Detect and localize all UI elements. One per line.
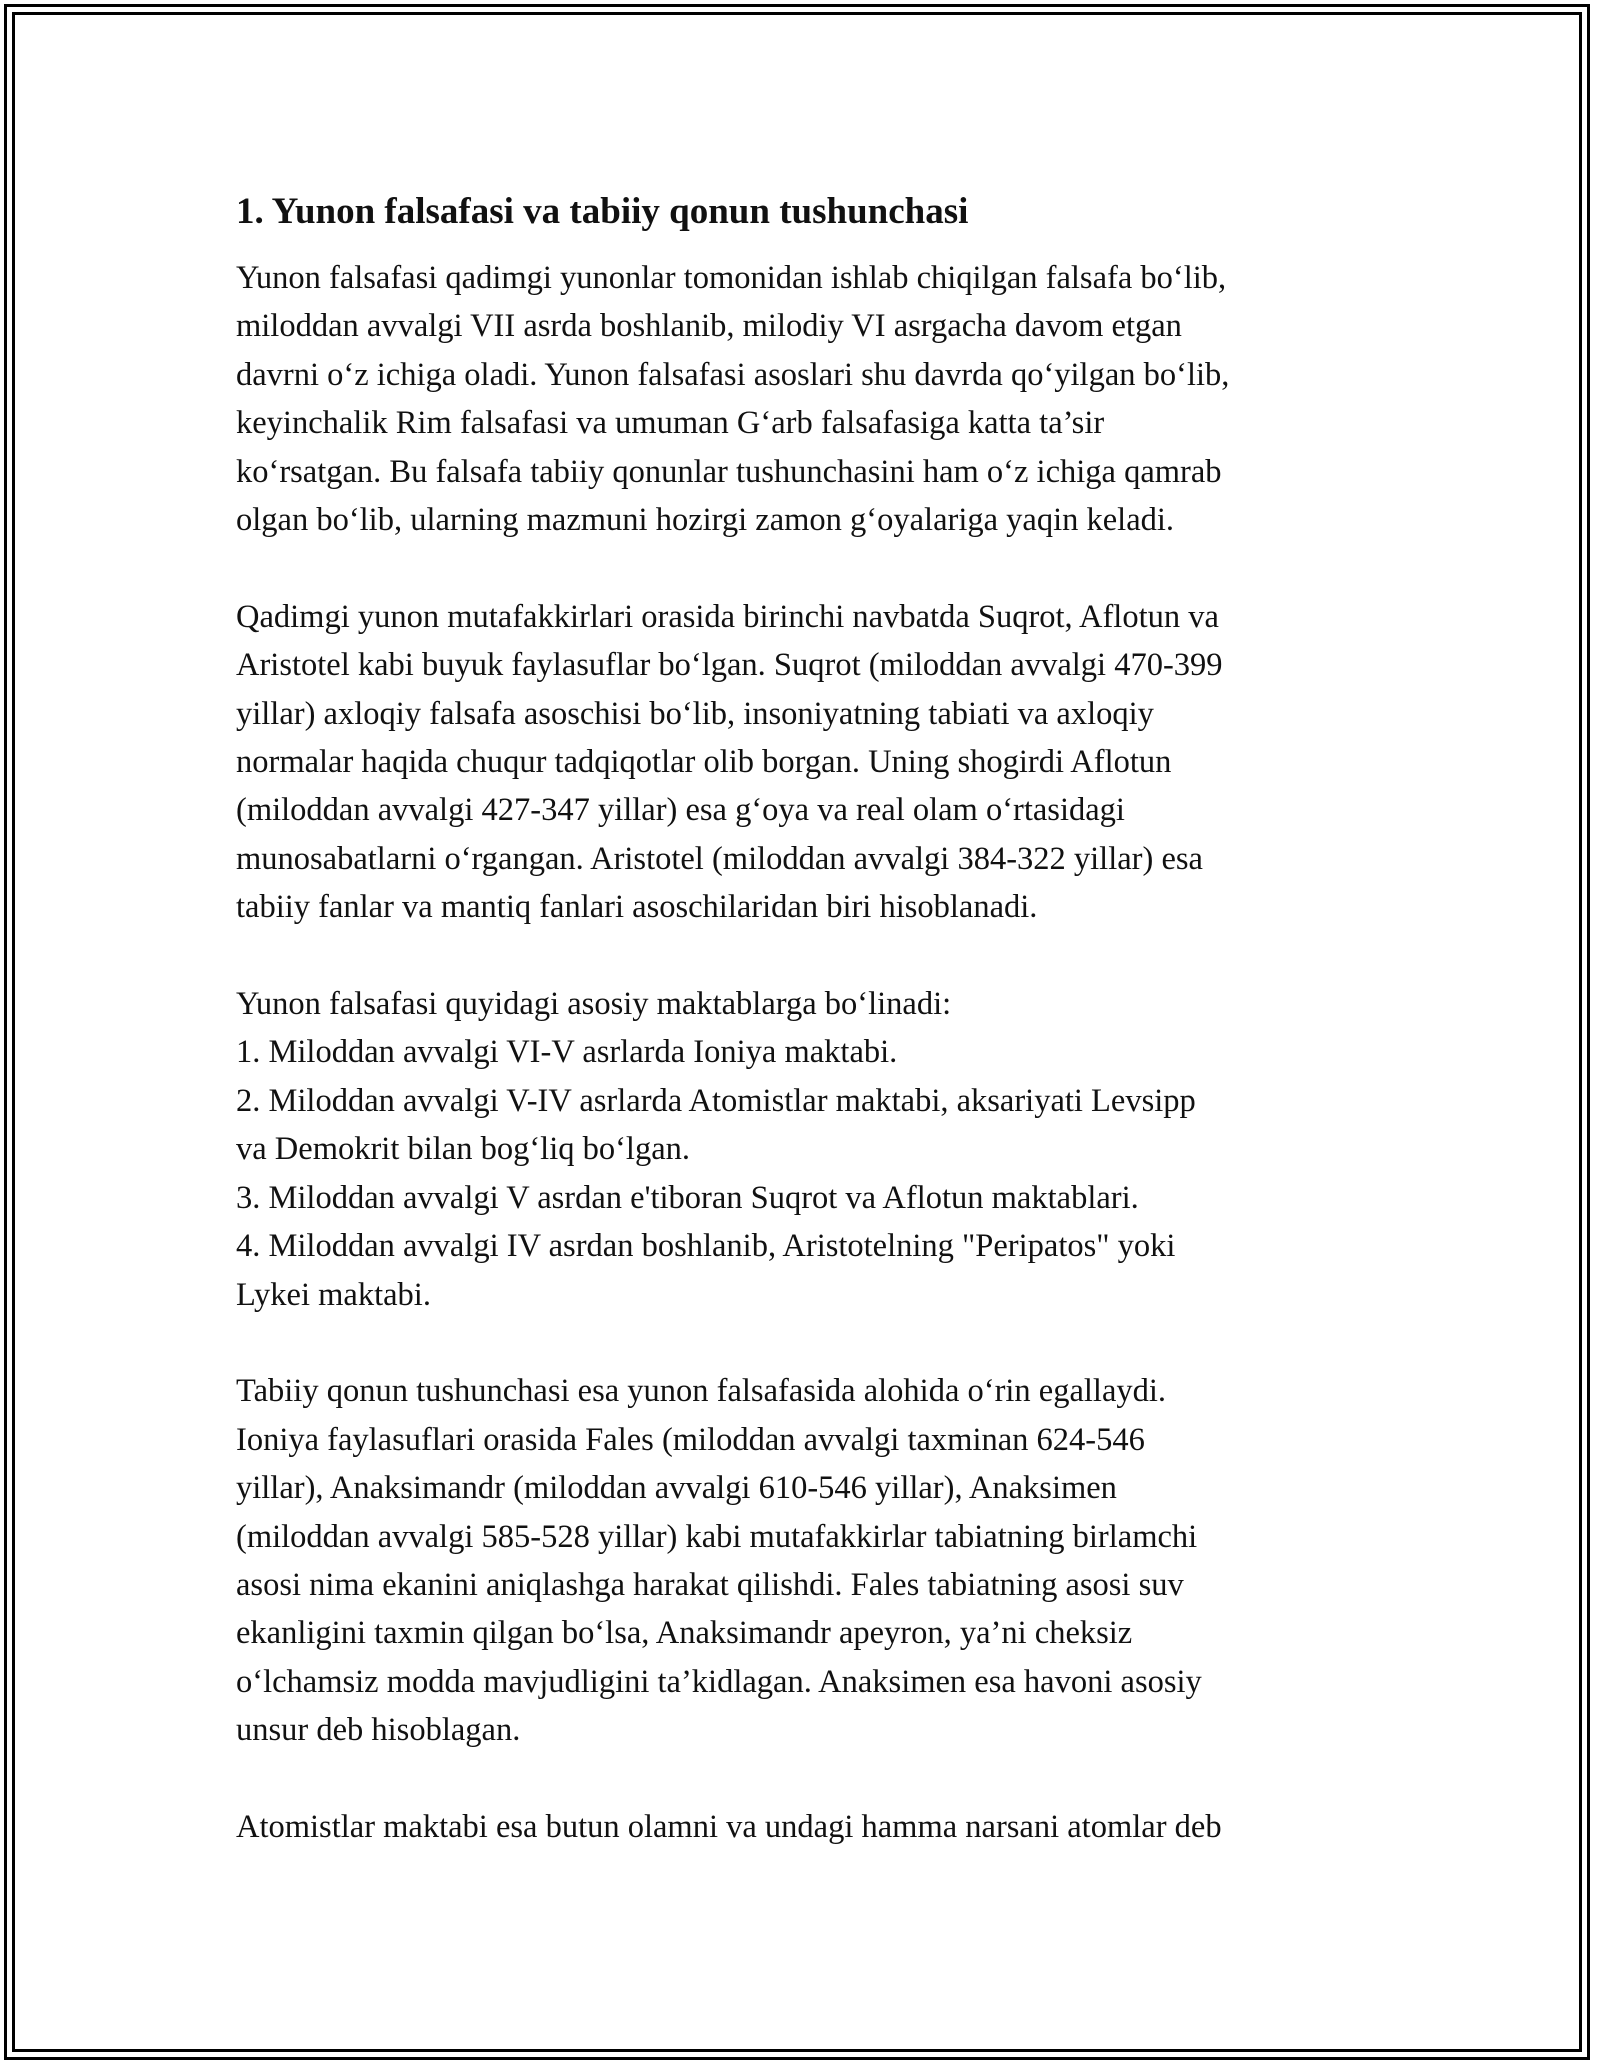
list-item: 3. Miloddan avvalgi V asrdan e'tiboran Suqrot va Aflotun maktablari. [236, 1179, 1139, 1216]
paragraph-spacer [236, 1319, 1376, 1367]
text-line: Lykei maktabi. [236, 1276, 431, 1313]
paragraph-schools-list [236, 980, 1376, 1319]
text-line: (miloddan avvalgi 585-528 yillar) kabi mutafakkirlar tabiatning birlamchi [236, 1518, 1198, 1555]
text-line: davrni o‘z ichiga oladi. Yunon falsafasi asoslari shu davrda qo‘yilgan bo‘lib, [236, 356, 1230, 393]
paragraph-spacer [236, 544, 1376, 592]
text-line: ekanligini taxmin qilgan bo‘lsa, Anaksimandr apeyron, ya’ni cheksiz [236, 1615, 1133, 1652]
list-item: 4. Miloddan avvalgi IV asrdan boshlanib, Aristotelning "Peripatos" yoki [236, 1228, 1176, 1265]
text-line: va Demokrit bilan bog‘liq bo‘lgan. [236, 1131, 691, 1168]
text-line: keyinchalik Rim falsafasi va umuman G‘arb falsafasiga katta ta’sir [236, 405, 1105, 442]
text-line: normalar haqida chuqur tadqiqotlar olib borgan. Uning shogirdi Aflotun [236, 744, 1172, 781]
text-line: o‘lchamsiz modda mavjudligini ta’kidlagan. Anaksimen esa havoni asosiy [236, 1663, 1202, 1700]
text-line: asosi nima ekanini aniqlashga harakat qilishdi. Fales tabiatning asosi suv [236, 1566, 1184, 1603]
text-line: yillar), Anaksimandr (miloddan avvalgi 610-546 yillar), Anaksimen [236, 1470, 1117, 1507]
text-line: unsur deb hisoblagan. [236, 1712, 521, 1749]
text-line: Atomistlar maktabi esa butun olamni va undagi hamma narsani atomlar deb [236, 1808, 1222, 1845]
list-item: 1. Miloddan avvalgi VI-V asrlarda Ioniya maktabi. [236, 1034, 898, 1071]
text-line: ko‘rsatgan. Bu falsafa tabiiy qonunlar tushunchasini ham o‘z ichiga qamrab [236, 453, 1222, 490]
paragraph-spacer [236, 932, 1376, 980]
text-line: tabiiy fanlar va mantiq fanlari asoschilaridan biri hisoblanadi. [236, 889, 1038, 926]
paragraph-ancient-thinkers [236, 593, 1376, 932]
text-line: (miloddan avvalgi 427-347 yillar) esa g‘oya va real olam o‘rtasidagi [236, 792, 1125, 829]
document-body [236, 188, 1376, 1851]
text-line: Qadimgi yunon mutafakkirlari orasida birinchi navbatda Suqrot, Aflotun va [236, 598, 1219, 635]
text-line: Ioniya faylasuflari orasida Fales (miloddan avvalgi taxminan 624-546 [236, 1421, 1145, 1458]
paragraph-atomists [236, 1803, 1376, 1851]
text-line: Yunon falsafasi qadimgi yunonlar tomonidan ishlab chiqilgan falsafa bo‘lib, [236, 260, 1227, 296]
paragraph-greek-philosophy-intro [236, 254, 1376, 544]
text-line: yillar) axloqiy falsafa asoschisi bo‘lib, insoniyatning tabiati va axloqiy [236, 695, 1154, 732]
text-line: munosabatlarni o‘rgangan. Aristotel (miloddan avvalgi 384-322 yillar) esa [236, 840, 1203, 877]
text-line: Aristotel kabi buyuk faylasuflar bo‘lgan. Suqrot (miloddan avvalgi 470-399 [236, 647, 1223, 684]
paragraph-natural-law [236, 1367, 1376, 1754]
text-line: miloddan avvalgi VII asrda boshlanib, milodiy VI asrgacha davom etgan [236, 308, 1182, 345]
text-line: olgan bo‘lib, ularning mazmuni hozirgi zamon g‘oyalariga yaqin keladi. [236, 502, 1175, 539]
section-heading: 1. Yunon falsafasi va tabiiy qonun tushunchasi [236, 191, 969, 232]
text-line: Yunon falsafasi quyidagi asosiy maktablarga bo‘linadi: [236, 986, 952, 1023]
text-line: Tabiiy qonun tushunchasi esa yunon falsafasida alohida o‘rin egallaydi. [236, 1373, 1167, 1410]
list-item: 2. Miloddan avvalgi V-IV asrlarda Atomistlar maktabi, aksariyati Levsipp [236, 1082, 1196, 1119]
paragraph-spacer [236, 1755, 1376, 1803]
